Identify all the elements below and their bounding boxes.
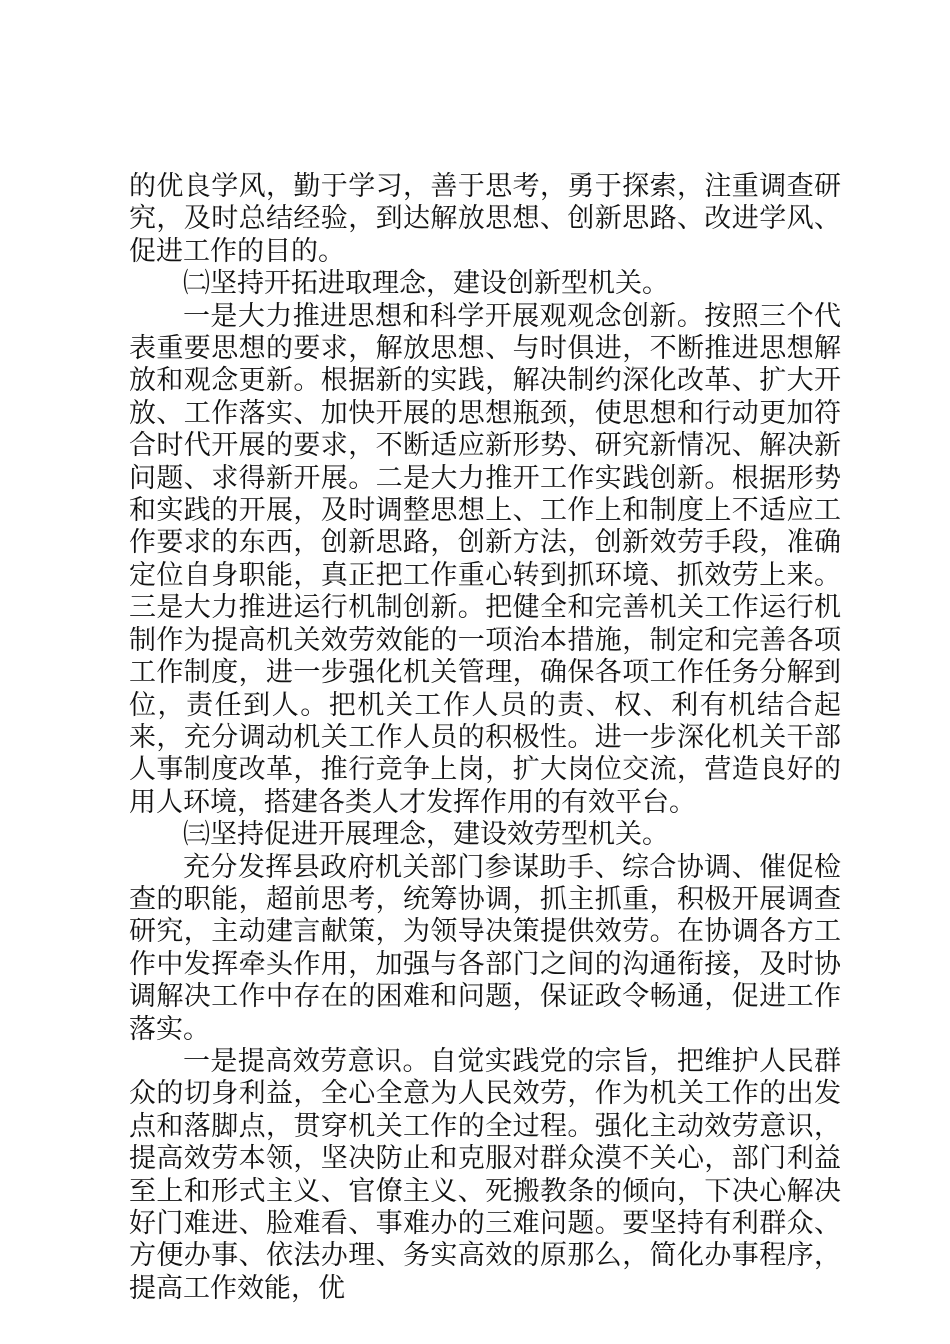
paragraph-service-awareness: 一是提高效劳意识。自觉实践党的宗旨，把维护人民群众的切身利益，全心全意为人民效劳，作为机关工作的出发点和落脚点，贯穿机关工作的全过程。强化主动效劳意识，提高效劳本领，坚决防止和克服对群众漠不关心，部门利益至上和形式主义、官僚主义、死搬教条的倾向，下决心解决好门难进、脸难看、事难办的三难问题。要坚持有利群众、方便办事、依法办理、务实高效的原那么，简化办事程序，提高工作效能，优 [129, 1045, 841, 1304]
paragraph-continuation: 的优良学风，勤于学习，善于思考，勇于探索，注重调查研究，及时总结经验，到达解放思想、创新思路、改进学风、促进工作的目的。 [129, 171, 841, 267]
paragraph-innovation-body: 一是大力推进思想和科学开展观观念创新。按照三个代表重要思想的要求，解放思想、与时俱进，不断推进思想解放和观念更新。根据新的实践，解决制约深化改革、扩大开放、工作落实、加快开展的思想瓶颈，使思想和行动更加符合时代开展的要求，不断适应新形势、研究新情况、解决新问题、求得新开展。二是大力推开工作实践创新。根据形势和实践的开展，及时调整思想上、工作上和制度上不适应工作要求的东西，创新思路，创新方法，创新效劳手段，准确定位自身职能，真正把工作重心转到抓环境、抓效劳上来。三是大力推进运行机制创新。把健全和完善机关工作运行机制作为提高机关效劳效能的一项治本措施，制定和完善各项工作制度，进一步强化机关管理，确保各项工作任务分解到位，责任到人。把机关工作人员的责、权、利有机结合起来，充分调动机关工作人员的积极性。进一步深化机关干部人事制度改革，推行竞争上岗，扩大岗位交流，营造良好的用人环境，搭建各类人才发挥作用的有效平台。 [129, 300, 841, 818]
section-heading-service: ㈢坚持促进开展理念，建设效劳型机关。 [183, 819, 669, 851]
section-heading-innovation: ㈡坚持开拓进取理念，建设创新型机关。 [183, 268, 669, 300]
document-page [129, 171, 841, 1305]
paragraph-service-intro: 充分发挥县政府机关部门参谋助手、综合协调、催促检查的职能，超前思考，统筹协调，抓主抓重，积极开展调查研究，主动建言献策，为领导决策提供效劳。在协调各方工作中发挥牵头作用，加强与各部门之间的沟通衔接，及时协调解决工作中存在的困难和问题，保证政令畅通，促进工作落实。 [129, 851, 841, 1045]
